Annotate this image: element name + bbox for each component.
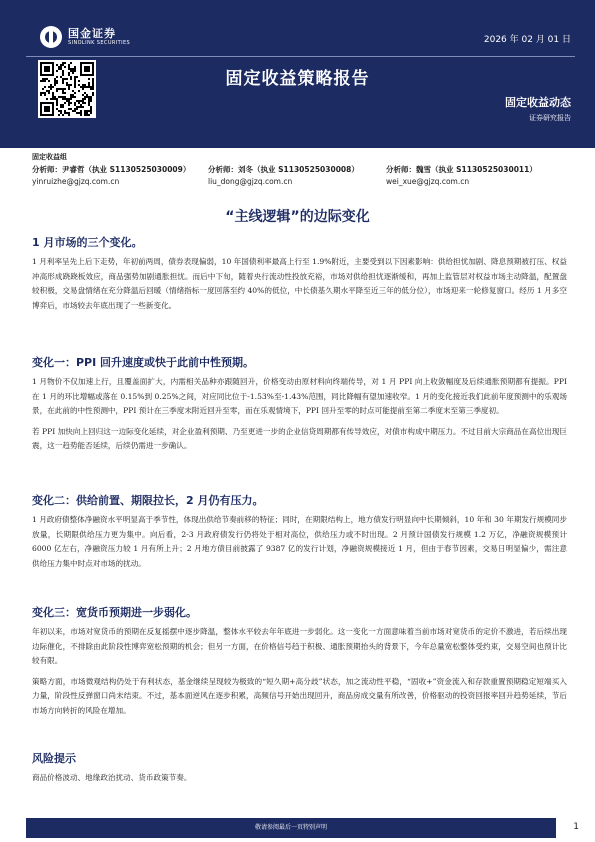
footer-disclaimer[interactable]: 敬请参阅最后一页特别声明 — [26, 818, 556, 838]
section-5 — [32, 752, 567, 792]
section-3 — [32, 494, 567, 577]
analyst-2 — [208, 164, 359, 188]
analyst-email[interactable]: liu_dong@gjzq.com.cn — [208, 177, 293, 186]
section-title: 风险提示 — [32, 752, 76, 765]
logo-name-en: SINOLINK SECURITIES — [68, 39, 131, 46]
company-logo — [40, 26, 130, 48]
section-paragraph: 若 PPI 加快向上回归这一边际变化延续，对企业盈利预期、乃至更进一步的企业信贷周期都有传导效应，对债市构成中期压力。不过目前大宗商品在高位出现巨震，这一趋势能否延续，后续仍需进一步确认。 — [32, 426, 567, 451]
analyst-email[interactable]: wei_xue@gjzq.com.cn — [386, 177, 470, 186]
section-title: 变化二：供给前置、期限拉长，2 月仍有压力。 — [32, 494, 264, 507]
section-4 — [32, 606, 567, 725]
logo-mark-icon — [40, 26, 62, 48]
analyst-email[interactable]: yinruizhe@gjzq.com.cn — [32, 177, 120, 186]
section-paragraph: 1 月政府债整体净融资水平明显高于季节性，体现出供给节奏前移的特征；同时，在期限结构上，地方债发行明显向中长期倾斜，10 年和 30 年期发行规模同步放量，长期限供给压力更为集中。向后看，2-3 月政府债发行仍将处于相对高位，供给压力或不时出现。2 月预计国债发行规模 1.2 万亿，净融资规模预计 6000 亿左右，净融资压力较 1 月有所上升；2 月地方债目前披露了 9387 亿的发行计划，净融资规模接近 1 月，但由于春节因素，交易日明显偏少，需注意供给压力集中时点对市场的扰动。 — [32, 515, 567, 568]
analyst-label: 分析师：刘冬（执业 S1130525030008） — [208, 165, 359, 174]
section-paragraph: 商品价格波动、地缘政治扰动、货币政策节奏。 — [32, 773, 192, 782]
section-title: 变化一：PPI 回升速度或快于此前中性预期。 — [32, 356, 255, 369]
analyst-label: 分析师：魏雪（执业 S1130525030011） — [386, 165, 537, 174]
report-category: 固定收益动态 — [505, 96, 571, 109]
section-title: 1 月市场的三个变化。 — [32, 236, 143, 249]
section-paragraph: 1 月物价不仅加速上行，且覆盖面扩大，内需相关品种亦跟随回升，价格变动由原材料向终端传导，对 1 月 PPI 向上收敛幅度及后续通胀预期都有提振。PPI 在 1 月的环比增幅或落在 0.15%到 0.25%之间，对应同比位于-1.53%至-1.43%范围，同比降幅有望加速收窄。1 月的变化接近我们此前年度预测中的乐观场景，在此前的中性预测中，PPI 预计在三季度末附近回升至零，而在乐观情境下，PPI 回升至零的时点可能提前至第二季度末至第三季度初。 — [32, 377, 567, 416]
analyst-1 — [32, 164, 190, 188]
section-paragraph: 年初以来，市场对宽货币的预期在反复摇摆中逐步降温，整体水平较去年年底进一步弱化。这一变化一方面意味着当前市场对宽货币的定价不激进，若后续出现边际催化，不排除由此阶段性博弈宽松预期的机会；但另一方面，在价格信号趋于积极、通胀预期抬头的背景下，今年总量宽松整体受约束，交易空间也预计比较有限。 — [32, 627, 567, 666]
header-divider — [26, 56, 575, 57]
page-footer — [0, 818, 595, 842]
report-header — [0, 0, 595, 148]
section-2 — [32, 356, 567, 460]
report-subtype: 证券研究报告 — [529, 114, 571, 122]
page-number: 1 — [573, 822, 579, 832]
section-title: 变化三：宽货币预期进一步弱化。 — [32, 606, 197, 619]
report-title: 固定收益策略报告 — [225, 69, 370, 89]
section-1 — [32, 236, 567, 319]
article-headline: “主线逻辑”的边际变化 — [225, 209, 370, 225]
section-paragraph: 1 月利率呈先上后下走势，年初前两周，债券表现偏弱，10 年国债利率最高上行至 1.9%附近，主要受到以下因素影响：供给担忧加剧、降息预期被打压、权益冲高形成跷跷板效应，商品强势加剧通胀担忧。而后中下旬，随着央行流动性投放充裕，市场对供给担忧逐渐缓和，再加上监管层对权益市场主动降温，配置盘较积极，交易盘情绪在充分降温后回暖（情绪指标一度回落至约 40%的低位，中长债基久期水平降至近三年的低分位），市场迎来一轮修复窗口。经历 1 月多空博弈后，市场较去年底出现了一些新变化。 — [32, 257, 567, 310]
logo-name-cn: 国金证券 — [68, 26, 116, 40]
team-name: 固定收益组 — [32, 153, 67, 161]
analyst-label: 分析师：尹睿哲（执业 S1130525030009） — [32, 165, 191, 174]
analyst-3 — [386, 164, 537, 188]
report-date: 2026 年 02 月 01 日 — [483, 35, 571, 45]
section-paragraph: 策略方面，市场微观结构仍处于有利状态，基金继续呈现较为极致的“短久期+高分歧”状态，加之流动性平稳，“固收+”资金流入和存款重置预期稳定短端买入力量，阶段性反弹窗口尚未结束。不过，基本面逆风在逐步积累，高频信号开始出现回升，商品房成交量有所改善，价格驱动的投资回报率回升趋势延续，节后市场方向转折的风险在增加。 — [32, 676, 567, 715]
